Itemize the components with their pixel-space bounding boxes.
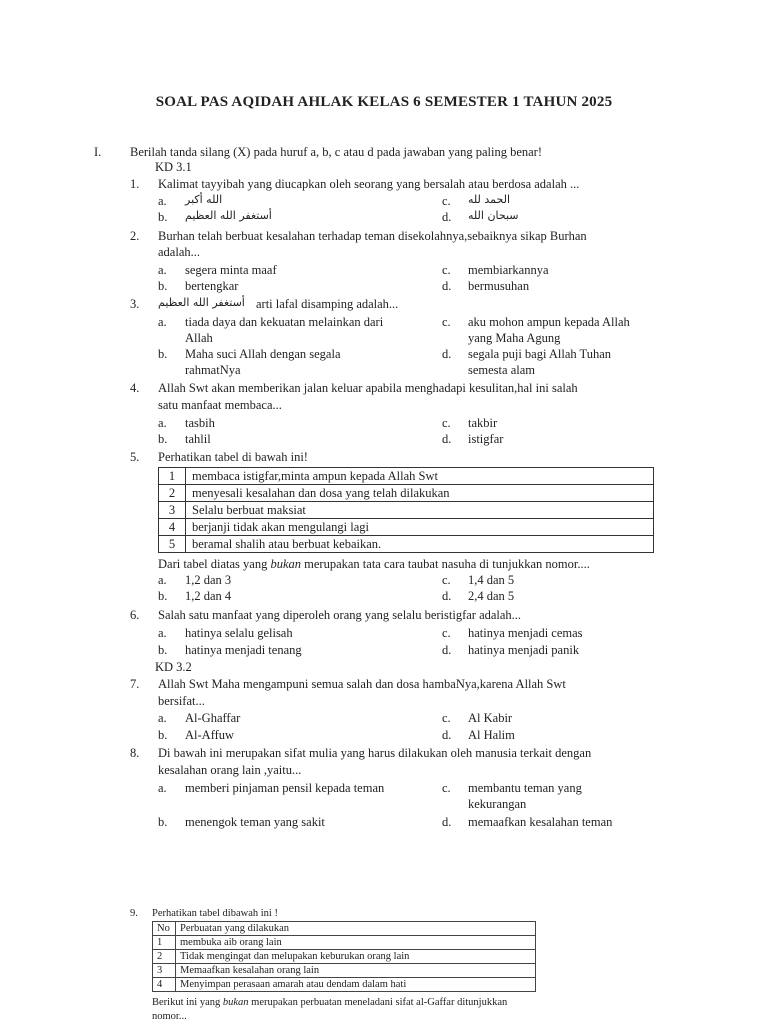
option-text[interactable]: segera minta maaf [185, 263, 277, 277]
row-number: 5 [159, 536, 186, 553]
option-letter[interactable]: d. [442, 432, 452, 446]
table-row [153, 964, 536, 978]
kd-label: KD 3.1 [155, 160, 192, 174]
question-number: 1. [130, 177, 140, 191]
table-row [159, 519, 654, 536]
option-text[interactable]: bertengkar [185, 279, 239, 293]
question-text: kesalahan orang lain ,yaitu... [158, 763, 302, 777]
option-letter[interactable]: c. [442, 416, 451, 430]
question-number: 4. [130, 381, 140, 395]
option-letter[interactable]: b. [158, 347, 168, 361]
table-row [159, 485, 654, 502]
option-text[interactable]: menengok teman yang sakit [185, 815, 325, 829]
question-text: arti lafal disamping adalah... [256, 297, 399, 311]
option-letter[interactable]: d. [442, 347, 452, 361]
table-row [153, 936, 536, 950]
question-text: Perhatikan tabel di bawah ini! [158, 450, 308, 464]
row-number: 1 [153, 936, 176, 950]
option-text[interactable]: istigfar [468, 432, 504, 446]
row-number: 3 [159, 502, 186, 519]
option-letter[interactable]: d. [442, 643, 452, 657]
question-text: Salah satu manfaat yang diperoleh orang yang selalu beristigfar adalah... [158, 608, 522, 622]
option-letter[interactable]: c. [442, 573, 451, 587]
option-text[interactable]: tahlil [185, 432, 211, 446]
table-row [159, 468, 654, 485]
section-number: I. [94, 145, 102, 159]
row-number: 4 [159, 519, 186, 536]
option-text[interactable]: rahmatNya [185, 363, 241, 377]
question-number: 6. [130, 608, 140, 622]
page-title: SOAL PAS AQIDAH AHLAK KELAS 6 SEMESTER 1 TAHUN 2025 [155, 94, 613, 110]
option-text[interactable]: memberi pinjaman pensil kepada teman [185, 781, 385, 795]
row-text: membaca istigfar,minta ampun kepada Allah Swt [186, 468, 654, 485]
row-text: membuka aib orang lain [176, 936, 536, 950]
question-text [152, 997, 507, 1008]
column-header: No [153, 922, 176, 936]
question-number: 3. [130, 297, 140, 311]
option-letter[interactable]: c. [442, 315, 451, 329]
option-letter[interactable]: d. [442, 728, 452, 742]
text-part: merupakan tata cara taubat nasuha di tunjukkan nomor.... [301, 557, 590, 571]
option-text[interactable]: hatinya menjadi cemas [468, 626, 583, 640]
option-text[interactable]: memaafkan kesalahan teman [468, 815, 613, 829]
text-part: Berikut ini yang [152, 997, 223, 1008]
option-text[interactable]: Al Kabir [468, 711, 513, 725]
option-text[interactable]: Al-Ghaffar [185, 711, 241, 725]
question-text: satu manfaat membaca... [158, 398, 282, 412]
option-letter[interactable]: a. [158, 263, 167, 277]
option-text[interactable]: Maha suci Allah dengan segala [185, 347, 341, 361]
row-number: 2 [153, 950, 176, 964]
emphasis-text: bukan [222, 997, 249, 1008]
question-number: 8. [130, 746, 140, 760]
option-text[interactable]: tiada daya dan kekuatan melainkan dari [185, 315, 384, 329]
table-header-row [153, 922, 536, 936]
text-part: merupakan perbuatan meneladani sifat al-Gaffar ditunjukkan [248, 997, 508, 1008]
option-text[interactable]: membantu teman yang [468, 781, 582, 795]
row-text: Tidak mengingat dan melupakan keburukan orang lain [176, 950, 536, 964]
option-text[interactable]: 1,2 dan 3 [185, 573, 232, 587]
row-text: Selalu berbuat maksiat [186, 502, 654, 519]
column-header: Perbuatan yang dilakukan [176, 922, 536, 936]
option-letter[interactable]: d. [442, 279, 452, 293]
row-number: 4 [153, 978, 176, 992]
option-letter[interactable]: a. [158, 711, 167, 725]
section-instruction: Berilah tanda silang (X) pada huruf a, b, c atau d pada jawaban yang paling benar! [130, 145, 542, 159]
option-arabic[interactable]: سبحان الله [468, 209, 519, 222]
option-letter[interactable]: b. [158, 279, 168, 293]
option-letter[interactable]: c. [442, 711, 451, 725]
option-letter[interactable]: c. [442, 263, 451, 277]
option-letter[interactable]: c. [442, 781, 451, 795]
question-number: 5. [130, 450, 140, 464]
row-text: menyesali kesalahan dan dosa yang telah dilakukan [186, 485, 654, 502]
question-text: bersifat... [158, 694, 205, 708]
question-text: Di bawah ini merupakan sifat mulia yang harus dilakukan oleh manusia terkait dengan [158, 746, 592, 760]
option-arabic[interactable]: الله أكبر [185, 193, 223, 206]
option-arabic[interactable]: الحمد لله [468, 193, 511, 206]
emphasis-text: bukan [270, 557, 302, 571]
repentance-table [158, 467, 654, 553]
row-text: berjanji tidak akan mengulangi lagi [186, 519, 654, 536]
row-text: Memaafkan kesalahan orang lain [176, 964, 536, 978]
option-text[interactable]: 2,4 dan 5 [468, 589, 515, 603]
question-text: Perhatikan tabel dibawah ini ! [152, 908, 278, 919]
option-letter[interactable]: b. [158, 643, 168, 657]
question-number: 7. [130, 677, 140, 691]
option-letter[interactable]: a. [158, 781, 167, 795]
option-letter[interactable]: b. [158, 210, 168, 224]
question-text: Allah Swt akan memberikan jalan keluar apabila menghadapi kesulitan,hal ini salah [158, 381, 578, 395]
deeds-table [152, 921, 536, 992]
question-arabic: أستغفر الله العظيم [158, 296, 245, 309]
option-text[interactable]: hatinya selalu gelisah [185, 626, 293, 640]
row-number: 2 [159, 485, 186, 502]
option-text[interactable]: Al Halim [468, 728, 515, 742]
option-letter[interactable]: a. [158, 573, 167, 587]
question-text: nomor... [152, 1011, 187, 1022]
option-letter[interactable]: a. [158, 315, 167, 329]
question-text: Burhan telah berbuat kesalahan terhadap teman disekolahnya,sebaiknya sikap Burhan [158, 229, 587, 243]
option-text[interactable]: aku mohon ampun kepada Allah [468, 315, 630, 329]
option-letter[interactable]: d. [442, 815, 452, 829]
option-letter[interactable]: b. [158, 815, 168, 829]
option-text[interactable]: hatinya menjadi tenang [185, 643, 302, 657]
option-text[interactable]: tasbih [185, 416, 215, 430]
option-letter[interactable]: b. [158, 589, 168, 603]
option-text[interactable]: bermusuhan [468, 279, 530, 293]
option-text[interactable]: Al-Affuw [185, 728, 235, 742]
option-arabic[interactable]: أستغفر الله العظيم [185, 209, 272, 222]
option-text[interactable]: kekurangan [468, 797, 527, 811]
option-letter[interactable]: a. [158, 194, 167, 208]
question-text: adalah... [158, 245, 200, 259]
table-row [153, 950, 536, 964]
option-text[interactable]: hatinya menjadi panik [468, 643, 580, 657]
option-letter[interactable]: d. [442, 589, 452, 603]
question-text [158, 557, 590, 572]
option-text[interactable]: Allah [185, 331, 213, 345]
question-number: 9. [130, 908, 138, 919]
option-text[interactable]: 1,2 dan 4 [185, 589, 232, 603]
option-letter[interactable]: b. [158, 432, 168, 446]
option-text[interactable]: membiarkannya [468, 263, 549, 277]
option-letter[interactable]: a. [158, 416, 167, 430]
row-number: 1 [159, 468, 186, 485]
question-text: Allah Swt Maha mengampuni semua salah dan dosa hambaNya,karena Allah Swt [158, 677, 566, 691]
option-text[interactable]: segala puji bagi Allah Tuhan [468, 347, 612, 361]
row-text: Menyimpan perasaan amarah atau dendam dalam hati [176, 978, 536, 992]
option-text[interactable]: yang Maha Agung [468, 331, 561, 345]
row-number: 3 [153, 964, 176, 978]
table-row [153, 978, 536, 992]
option-letter[interactable]: d. [442, 210, 452, 224]
option-letter[interactable]: a. [158, 626, 167, 640]
option-text[interactable]: semesta alam [468, 363, 535, 377]
question-number: 2. [130, 229, 140, 243]
text-part: Dari tabel diatas yang [158, 557, 271, 571]
option-text[interactable]: takbir [468, 416, 498, 430]
table-row [159, 502, 654, 519]
kd-label: KD 3.2 [155, 660, 192, 674]
option-letter[interactable]: c. [442, 626, 451, 640]
row-text: beramal shalih atau berbuat kebaikan. [186, 536, 654, 553]
question-text: Kalimat tayyibah yang diucapkan oleh seorang yang bersalah atau berdosa adalah ... [158, 177, 580, 191]
option-text[interactable]: 1,4 dan 5 [468, 573, 515, 587]
option-letter[interactable]: c. [442, 194, 451, 208]
option-letter[interactable]: b. [158, 728, 168, 742]
table-row [159, 536, 654, 553]
